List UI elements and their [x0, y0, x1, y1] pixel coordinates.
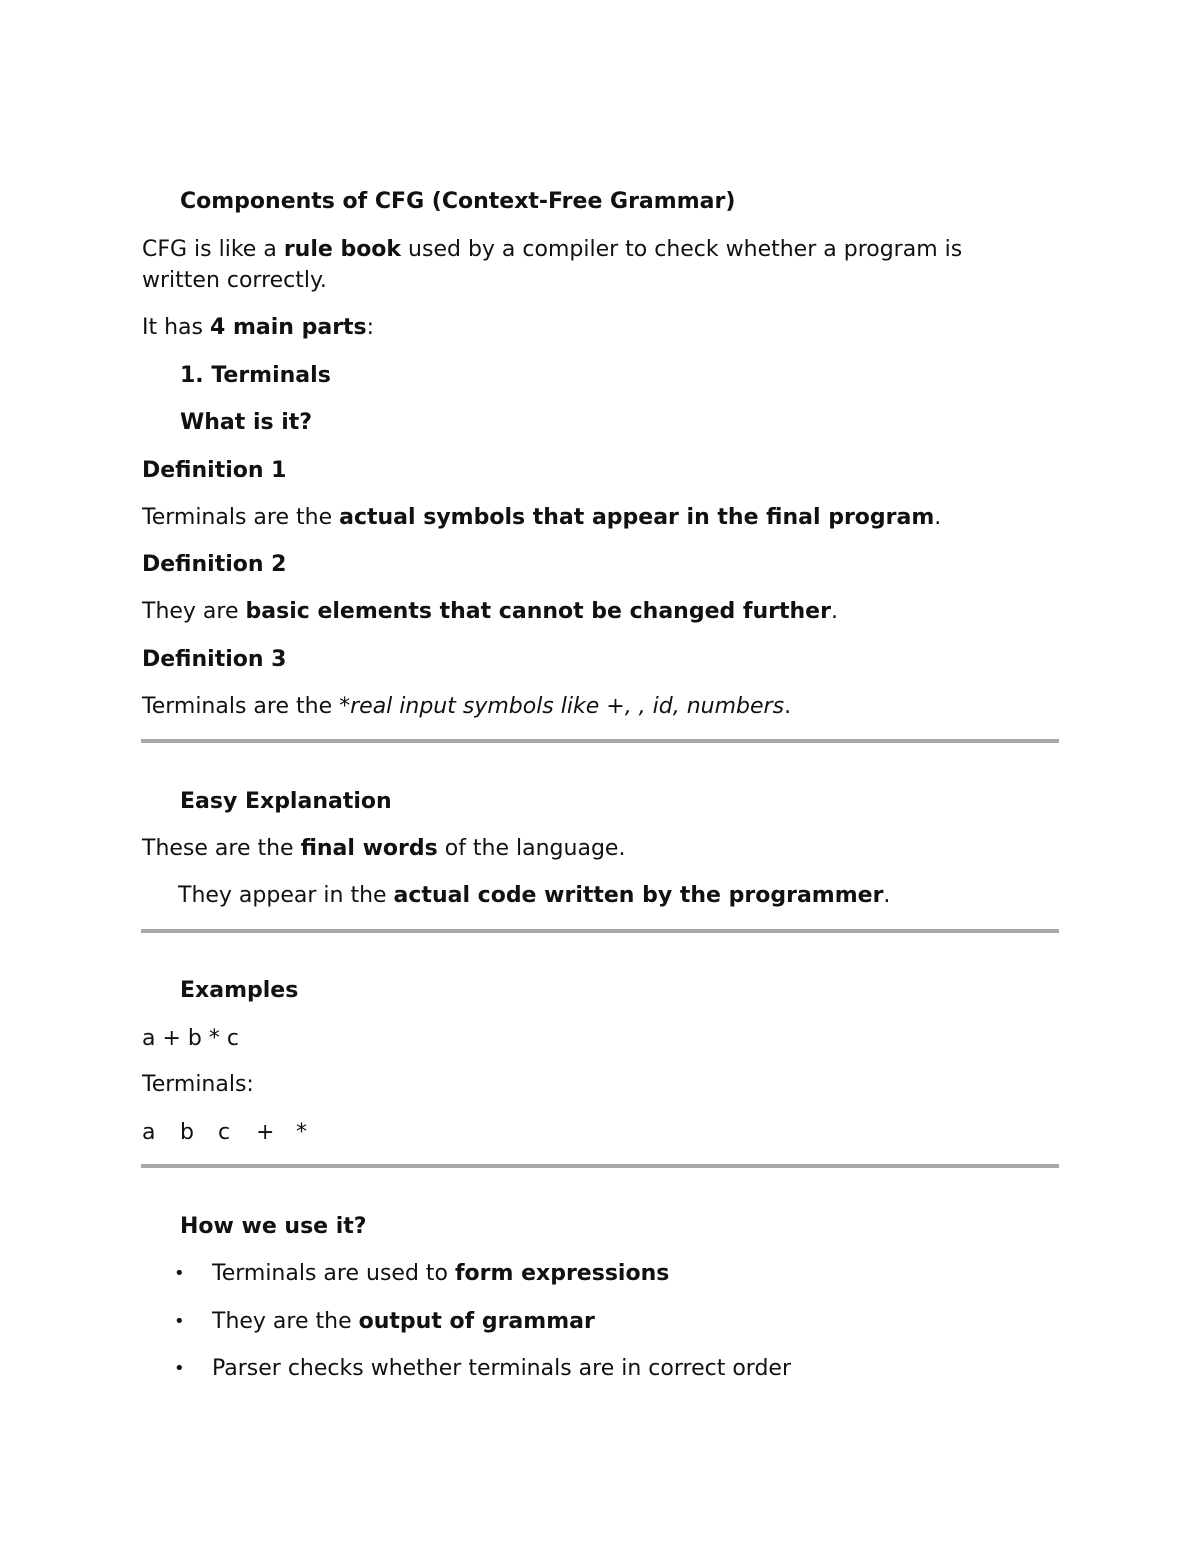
easy-text: They appear in the — [178, 883, 394, 908]
intro-line-1 — [142, 235, 962, 265]
horizontal-rule — [141, 1164, 1059, 1168]
subheading-what-is-it: What is it? — [180, 410, 313, 435]
parts-bold: 4 main parts — [210, 315, 367, 340]
definition-plain: . — [830, 599, 838, 624]
easy-bold: final words — [300, 836, 438, 861]
section-heading-easy-explanation: Easy Explanation — [180, 789, 392, 814]
list-item-text: Parser checks whether terminals are in correct order — [212, 1356, 791, 1381]
terminals-list — [142, 1118, 307, 1148]
easy-line-2 — [178, 881, 890, 911]
bullet-icon: • — [174, 1311, 185, 1332]
bullet-icon: • — [174, 1358, 185, 1379]
definition-text — [142, 597, 838, 627]
bullet-icon: • — [174, 1263, 185, 1284]
definition-plain: They are — [142, 599, 246, 624]
definition-label: Definition 1 — [142, 458, 287, 483]
parts-text: : — [366, 315, 375, 340]
section-heading-terminals: 1. Terminals — [180, 363, 331, 388]
horizontal-rule — [141, 929, 1059, 933]
terminals-label: Terminals: — [142, 1072, 254, 1097]
section-heading-how-we-use-it: How we use it? — [180, 1214, 367, 1239]
definition-text — [142, 692, 791, 722]
terminal-symbol: b — [180, 1120, 194, 1145]
definition-label: Definition 2 — [142, 552, 287, 577]
intro-text: used by a compiler to check whether a program is — [401, 237, 963, 262]
example-expression: a + b * c — [142, 1026, 239, 1051]
definition-plain: Terminals are the — [142, 505, 340, 530]
intro-text: CFG is like a — [142, 237, 284, 262]
parts-text: It has — [142, 315, 210, 340]
intro-bold: rule book — [283, 237, 402, 262]
section-heading-examples: Examples — [180, 978, 299, 1003]
list-item-text: Terminals are used to — [212, 1261, 455, 1286]
definition-text — [142, 503, 941, 533]
terminal-symbol: + — [256, 1120, 275, 1145]
definition-label: Definition 3 — [142, 647, 287, 672]
list-item — [212, 1307, 595, 1337]
list-item-bold: form expressions — [454, 1261, 670, 1286]
list-item — [212, 1259, 669, 1289]
easy-text: of the language. — [437, 836, 626, 861]
intro-line-2: written correctly. — [142, 268, 327, 293]
parts-line — [142, 313, 374, 343]
page-title: Components of CFG (Context-Free Grammar) — [180, 189, 736, 214]
terminal-symbol: * — [296, 1120, 307, 1145]
horizontal-rule — [141, 739, 1059, 743]
easy-line-1 — [142, 834, 625, 864]
terminal-symbol: c — [218, 1120, 231, 1145]
definition-bold: basic elements that cannot be changed further — [245, 599, 831, 624]
definition-plain: Terminals are the * — [142, 694, 351, 719]
list-item — [212, 1354, 791, 1384]
terminal-symbol: a — [142, 1120, 156, 1145]
easy-bold: actual code written by the programmer — [393, 883, 884, 908]
list-item-text: They are the — [212, 1309, 359, 1334]
list-item-bold: output of grammar — [358, 1309, 595, 1334]
easy-text: . — [883, 883, 891, 908]
definition-bold: actual symbols that appear in the final program — [339, 505, 935, 530]
definition-italic: real input symbols like +, , id, numbers — [350, 694, 785, 719]
easy-text: These are the — [142, 836, 301, 861]
definition-plain: . — [934, 505, 942, 530]
definition-plain: . — [784, 694, 792, 719]
